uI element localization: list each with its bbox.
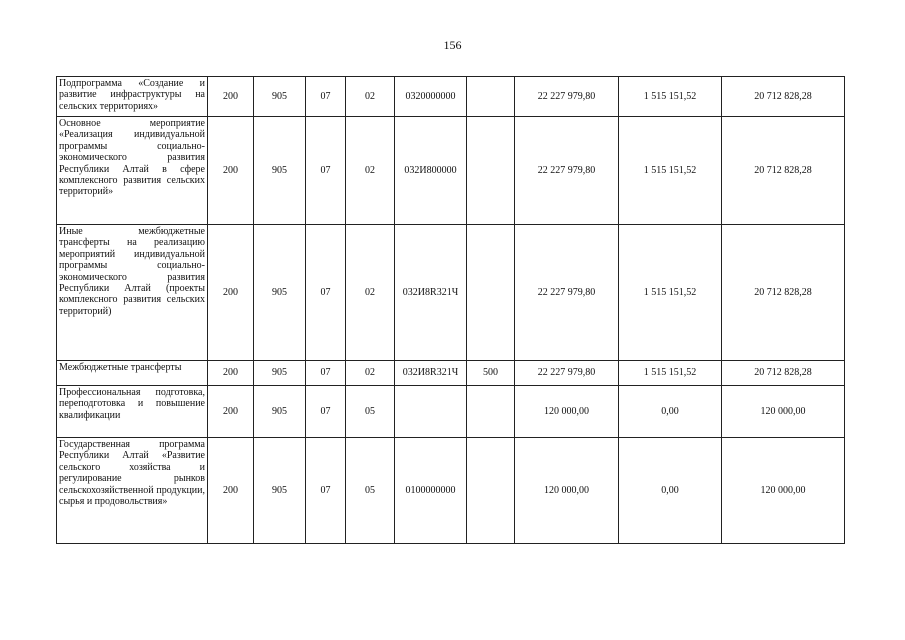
section-code: 07 [306, 438, 346, 544]
amount-federal: 20 712 828,28 [722, 117, 845, 225]
amount-total: 22 227 979,80 [515, 361, 619, 386]
row-name: Подпрограмма «Создание и развитие инфраструктуры на сельских территориях» [57, 77, 208, 117]
section-code: 07 [306, 77, 346, 117]
page-number: 156 [443, 38, 462, 52]
admin-code: 200 [208, 77, 254, 117]
row-name: Иные межбюджетные трансферты на реализацию мероприятий индивидуальной программы социально-экономического развития Республики Алтай (проекты комплексного развития сельских территорий) [57, 225, 208, 361]
amount-total: 120 000,00 [515, 386, 619, 438]
subsection-code: 02 [346, 117, 395, 225]
amount-regional: 1 515 151,52 [619, 117, 722, 225]
ministry-code: 905 [254, 225, 306, 361]
budget-table [56, 76, 845, 544]
target-code: 032И8R321Ч [402, 367, 459, 379]
subsection-code: 02 [346, 77, 395, 117]
expense-type-code [467, 225, 515, 361]
amount-regional: 1 515 151,52 [619, 77, 722, 117]
amount-regional: 0,00 [619, 438, 722, 544]
amount-federal: 20 712 828,28 [722, 225, 845, 361]
table-row [57, 438, 845, 544]
subsection-code: 02 [346, 225, 395, 361]
target-code-cell [395, 225, 467, 361]
ministry-code: 905 [254, 361, 306, 386]
row-name: Межбюджетные трансферты [57, 361, 208, 386]
expense-type-code [467, 77, 515, 117]
amount-total: 120 000,00 [515, 438, 619, 544]
expense-type-code [467, 386, 515, 438]
target-code-cell [395, 361, 467, 386]
row-name: Основное мероприятие «Реализация индивидуальной программы социально-экономического развития Республики Алтай в сфере комплексного развития сельских территорий» [57, 117, 208, 225]
table-row [57, 117, 845, 225]
admin-code: 200 [208, 386, 254, 438]
section-code: 07 [306, 386, 346, 438]
amount-regional: 1 515 151,52 [619, 361, 722, 386]
amount-total: 22 227 979,80 [515, 117, 619, 225]
ministry-code: 905 [254, 386, 306, 438]
expense-type-code [467, 117, 515, 225]
amount-total: 22 227 979,80 [515, 225, 619, 361]
table-row [57, 77, 845, 117]
section-code: 07 [306, 117, 346, 225]
row-name: Государственная программа Республики Алтай «Развитие сельского хозяйства и регулирование рынков сельскохозяйственной продукции, сырья и продовольствия» [57, 438, 208, 544]
amount-federal: 120 000,00 [722, 438, 845, 544]
row-name: Профессиональная подготовка, переподготовка и повышение квалификации [57, 386, 208, 438]
subsection-code: 05 [346, 386, 395, 438]
admin-code: 200 [208, 361, 254, 386]
target-code: 032И8R321Ч [402, 286, 459, 298]
expense-type-code: 500 [467, 361, 515, 386]
expense-type-code [467, 438, 515, 544]
amount-federal: 120 000,00 [722, 386, 845, 438]
subsection-code: 02 [346, 361, 395, 386]
table-row [57, 225, 845, 361]
table-row [57, 361, 845, 386]
target-code [395, 386, 467, 438]
target-code: 032И800000 [395, 117, 467, 225]
amount-total: 22 227 979,80 [515, 77, 619, 117]
amount-federal: 20 712 828,28 [722, 361, 845, 386]
admin-code: 200 [208, 225, 254, 361]
section-code: 07 [306, 361, 346, 386]
admin-code: 200 [208, 117, 254, 225]
ministry-code: 905 [254, 77, 306, 117]
ministry-code: 905 [254, 117, 306, 225]
target-code: 0320000000 [395, 77, 467, 117]
section-code: 07 [306, 225, 346, 361]
subsection-code: 05 [346, 438, 395, 544]
ministry-code: 905 [254, 438, 306, 544]
amount-regional: 0,00 [619, 386, 722, 438]
amount-regional: 1 515 151,52 [619, 225, 722, 361]
table-row [57, 386, 845, 438]
amount-federal: 20 712 828,28 [722, 77, 845, 117]
admin-code: 200 [208, 438, 254, 544]
target-code: 0100000000 [395, 438, 467, 544]
